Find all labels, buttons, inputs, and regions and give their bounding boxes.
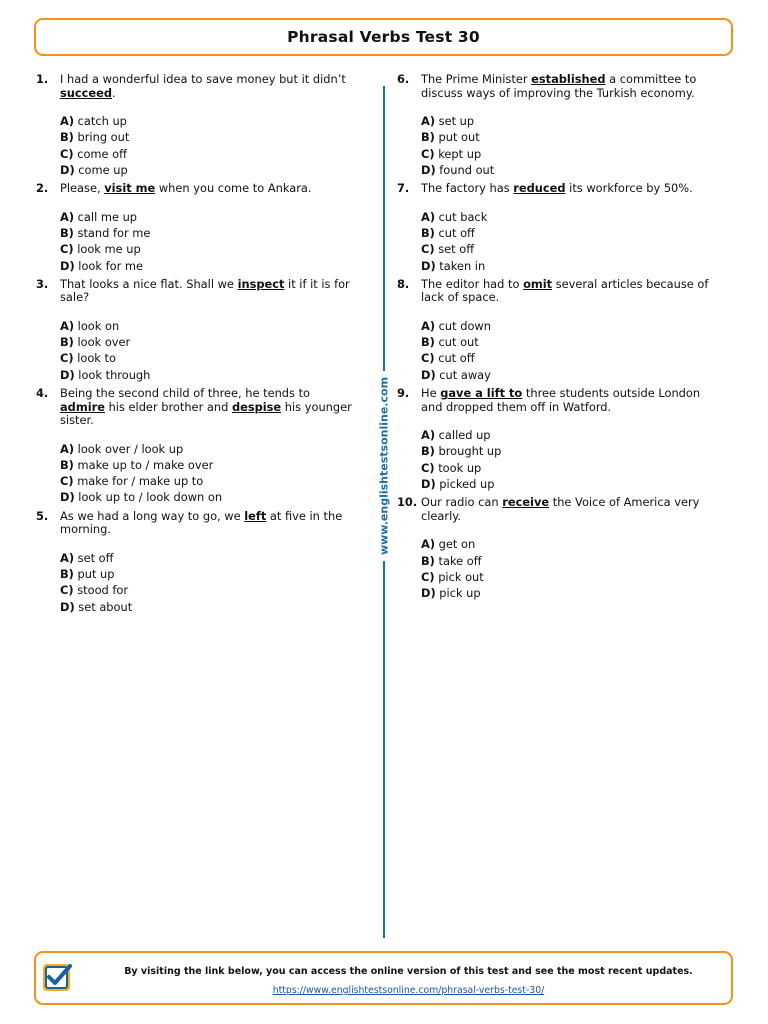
option-text: taken in <box>439 258 486 273</box>
question-number: 9. <box>397 386 410 401</box>
answer-option[interactable] <box>60 146 356 162</box>
question-item <box>397 73 717 178</box>
answer-options <box>60 441 356 506</box>
answer-option[interactable] <box>60 441 356 457</box>
option-letter: B) <box>60 567 74 582</box>
answer-option[interactable] <box>421 443 717 459</box>
question-item <box>36 387 356 506</box>
option-letter: C) <box>60 351 74 366</box>
question-text: The editor had to omit several articles because of lack of space. <box>421 276 709 305</box>
option-text: pick up <box>439 586 481 601</box>
option-letter: A) <box>60 441 75 456</box>
answer-option[interactable] <box>60 566 356 582</box>
answer-options <box>60 318 356 383</box>
option-letter: D) <box>421 162 436 177</box>
option-letter: A) <box>60 209 75 224</box>
answer-options <box>421 318 717 383</box>
question-item <box>36 510 356 615</box>
answer-option[interactable] <box>421 334 717 350</box>
option-letter: B) <box>421 335 435 350</box>
option-letter: A) <box>421 114 436 128</box>
answer-option[interactable] <box>60 162 356 178</box>
question-number: 3. <box>36 276 49 291</box>
option-text: take off <box>438 553 482 568</box>
question-column-right <box>397 73 717 605</box>
option-letter: C) <box>60 242 74 257</box>
answer-option[interactable] <box>60 318 356 334</box>
question-item <box>36 278 356 383</box>
question-item <box>397 496 717 601</box>
answer-option[interactable] <box>60 489 356 505</box>
option-text: stand for me <box>77 225 151 240</box>
answer-option[interactable] <box>421 258 717 274</box>
keyword: succeed <box>60 85 112 100</box>
question-text: The factory has reduced its workforce by 50%. <box>421 181 693 196</box>
option-letter: C) <box>421 569 435 584</box>
option-text: come up <box>78 162 128 177</box>
answer-option[interactable] <box>60 473 356 489</box>
answer-option[interactable] <box>421 553 717 569</box>
option-letter: B) <box>60 225 74 240</box>
option-text: look over <box>77 335 131 350</box>
option-text: found out <box>439 162 495 177</box>
option-letter: A) <box>60 550 75 565</box>
page-title: Phrasal Verbs Test 30 <box>287 28 480 46</box>
answer-options <box>421 209 717 274</box>
answer-options <box>60 113 356 178</box>
answer-option[interactable] <box>421 241 717 257</box>
option-letter: B) <box>421 130 435 145</box>
option-text: cut off <box>438 225 475 240</box>
question-text: Being the second child of three, he tends to admire his elder brother and despise his younger sister. <box>60 386 352 428</box>
question-number: 1. <box>36 72 49 86</box>
option-letter: A) <box>60 318 75 333</box>
question-number: 7. <box>397 181 410 196</box>
answer-option[interactable] <box>60 113 356 129</box>
answer-option[interactable] <box>421 536 717 552</box>
answer-option[interactable] <box>421 367 717 383</box>
option-letter: D) <box>60 490 75 505</box>
keyword: inspect <box>237 276 285 291</box>
option-letter: C) <box>421 351 435 366</box>
option-text: bring out <box>77 130 130 145</box>
option-text: stood for <box>77 583 129 598</box>
keyword: despise <box>231 399 282 414</box>
option-text: set off <box>438 242 475 257</box>
site-watermark-label: www.englishtestsonline.com <box>378 371 391 561</box>
answer-option[interactable] <box>60 209 356 225</box>
option-text: picked up <box>439 476 495 491</box>
option-text: set up <box>438 114 475 128</box>
footer-link[interactable]: https://www.englishtestsonline.com/phrasal-verbs-test-30/ <box>272 985 545 996</box>
answer-options <box>421 536 717 601</box>
option-text: look to <box>77 351 116 366</box>
keyword: visit me <box>104 181 156 196</box>
answer-option[interactable] <box>60 367 356 383</box>
option-letter: D) <box>421 586 436 601</box>
question-item <box>36 73 356 178</box>
option-text: pick out <box>438 569 484 584</box>
option-text: look through <box>78 367 151 382</box>
option-text: come off <box>77 146 127 161</box>
answer-option[interactable] <box>421 129 717 145</box>
option-letter: A) <box>421 537 436 552</box>
option-letter: B) <box>421 553 435 568</box>
answer-option[interactable] <box>421 113 717 129</box>
question-number: 8. <box>397 276 410 291</box>
answer-option[interactable] <box>421 350 717 366</box>
option-text: put out <box>438 130 480 145</box>
answer-option[interactable] <box>421 209 717 225</box>
option-text: catch up <box>77 114 127 128</box>
option-text: brought up <box>438 444 502 459</box>
option-text: look over / look up <box>77 441 184 456</box>
footer-box <box>34 951 733 1005</box>
answer-options <box>421 113 717 178</box>
footer-note: By visiting the link below, you can access the online version of this test and see the most recent updates. <box>124 966 693 977</box>
answer-option[interactable] <box>60 350 356 366</box>
answer-option[interactable] <box>421 162 717 178</box>
title-box <box>34 18 733 56</box>
option-letter: B) <box>60 130 74 145</box>
option-text: set about <box>78 599 133 614</box>
option-letter: B) <box>60 457 74 472</box>
option-text: cut back <box>438 209 488 224</box>
answer-option[interactable] <box>60 225 356 241</box>
question-text: I had a wonderful idea to save money but it didn’t succeed. <box>60 72 346 100</box>
answer-option[interactable] <box>60 457 356 473</box>
answer-option[interactable] <box>60 258 356 274</box>
keyword: receive <box>502 495 550 510</box>
question-number: 4. <box>36 386 49 401</box>
keyword: gave a lift to <box>440 386 523 401</box>
option-text: took up <box>438 460 482 475</box>
answer-option[interactable] <box>60 550 356 566</box>
option-letter: B) <box>60 335 74 350</box>
option-letter: D) <box>421 258 436 273</box>
answer-options <box>421 427 717 492</box>
answer-option[interactable] <box>421 318 717 334</box>
keyword: reduced <box>513 181 566 196</box>
answer-options <box>60 550 356 615</box>
option-text: cut out <box>438 335 479 350</box>
question-text: Our radio can receive the Voice of America very clearly. <box>421 495 700 523</box>
option-text: called up <box>438 428 491 443</box>
answer-option[interactable] <box>421 427 717 443</box>
question-number: 10. <box>397 495 418 510</box>
answer-option[interactable] <box>60 599 356 615</box>
option-letter: A) <box>421 428 436 443</box>
question-item <box>397 278 717 383</box>
question-number: 2. <box>36 181 49 196</box>
option-letter: C) <box>60 146 74 161</box>
answer-options <box>60 209 356 274</box>
option-letter: A) <box>421 209 436 224</box>
option-letter: D) <box>60 599 75 614</box>
option-letter: C) <box>421 460 435 475</box>
option-letter: B) <box>421 444 435 459</box>
keyword: left <box>244 508 267 523</box>
option-text: cut down <box>438 318 491 333</box>
question-item <box>397 387 717 492</box>
answer-option[interactable] <box>60 241 356 257</box>
option-letter: A) <box>421 318 436 333</box>
question-text: Please, visit me when you come to Ankara. <box>60 181 312 196</box>
keyword: omit <box>523 276 553 291</box>
question-number: 5. <box>36 508 49 523</box>
answer-option[interactable] <box>421 569 717 585</box>
answer-option[interactable] <box>60 129 356 145</box>
option-letter: B) <box>421 225 435 240</box>
answer-option[interactable] <box>421 460 717 476</box>
option-letter: D) <box>60 367 75 382</box>
option-letter: D) <box>60 162 75 177</box>
answer-option[interactable] <box>421 585 717 601</box>
question-text: The Prime Minister established a committee to discuss ways of improving the Turkish economy. <box>421 72 697 100</box>
option-letter: D) <box>421 367 436 382</box>
keyword: established <box>531 72 606 86</box>
option-text: call me up <box>77 209 138 224</box>
answer-option[interactable] <box>421 476 717 492</box>
option-text: look up to / look down on <box>78 490 223 505</box>
question-text: He gave a lift to three students outside London and dropped them off in Watford. <box>421 386 701 414</box>
option-letter: C) <box>60 583 74 598</box>
option-text: cut away <box>439 367 491 382</box>
option-letter: C) <box>60 474 74 489</box>
option-letter: A) <box>60 114 75 128</box>
option-text: make for / make up to <box>77 474 204 489</box>
option-letter: C) <box>421 146 435 161</box>
question-number: 6. <box>397 72 410 86</box>
answer-option[interactable] <box>421 146 717 162</box>
option-letter: C) <box>421 242 435 257</box>
option-text: get on <box>438 537 476 552</box>
option-text: look on <box>77 318 120 333</box>
option-letter: D) <box>60 258 75 273</box>
option-text: set off <box>77 550 114 565</box>
option-text: look me up <box>77 242 141 257</box>
question-column-left <box>36 73 356 619</box>
answer-option[interactable] <box>60 582 356 598</box>
checkbox-icon <box>41 961 73 993</box>
question-item <box>36 182 356 274</box>
option-text: cut off <box>438 351 475 366</box>
option-text: put up <box>77 567 115 582</box>
question-item <box>397 182 717 274</box>
option-text: kept up <box>438 146 482 161</box>
option-text: look for me <box>78 258 144 273</box>
keyword: admire <box>60 399 105 414</box>
footer-text <box>96 965 721 997</box>
answer-option[interactable] <box>421 225 717 241</box>
option-letter: D) <box>421 476 436 491</box>
option-text: make up to / make over <box>77 457 214 472</box>
question-text: As we had a long way to go, we left at five in the morning. <box>60 508 343 537</box>
answer-option[interactable] <box>60 334 356 350</box>
question-text: That looks a nice flat. Shall we inspect it if it is for sale? <box>60 276 350 305</box>
